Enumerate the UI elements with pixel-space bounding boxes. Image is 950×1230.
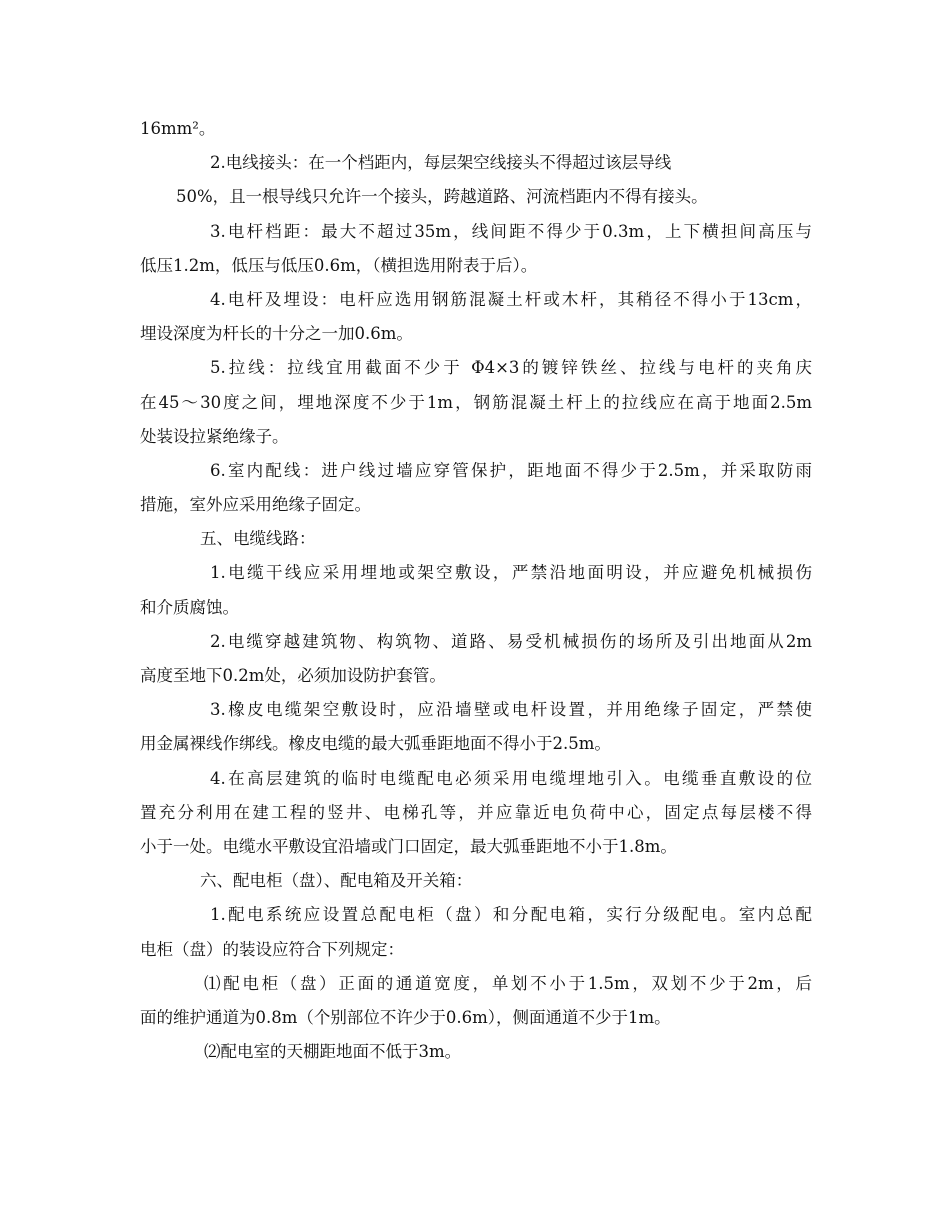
text-line: 5.拉线：拉线宜用截面不少于 Φ4×3的镀锌铁丝、拉线与电杆的夹角庆 bbox=[210, 358, 812, 378]
text-line: 6.室内配线：进户线过墙应穿管保护，距地面不得少于2.5m，并采取防雨 bbox=[210, 460, 812, 480]
text-line: 4.电杆及埋设：电杆应选用钢筋混凝土杆或木杆，其稍径不得小于13cm， bbox=[210, 289, 812, 309]
text-line: 面的维护通道为0.8m（个别部位不许少于0.6m），侧面通道不少于1m。 bbox=[140, 1007, 671, 1027]
text-line: 和介质腐蚀。 bbox=[140, 597, 239, 617]
text-line: 措施，室外应采用绝缘子固定。 bbox=[140, 495, 371, 515]
text-line: 电柜（盘）的装设应符合下列规定： bbox=[140, 939, 404, 959]
text-line: 16mm²。 bbox=[140, 119, 216, 138]
text-line: 置充分利用在建工程的竖井、电梯孔等，并应靠近电负荷中心，固定点每层楼不得 bbox=[140, 802, 812, 822]
text-line: 1.配电系统应设置总配电柜（盘）和分配电箱，实行分级配电。室内总配 bbox=[210, 905, 812, 925]
text-line: 3.橡皮电缆架空敷设时，应沿墙壁或电杆设置，并用绝缘子固定，严禁使 bbox=[210, 700, 812, 720]
text-line: ⑴配电柜（盘）正面的通道宽度，单划不小于1.5m，双划不少于2m，后 bbox=[204, 973, 812, 993]
text-line: 埋设深度为杆长的十分之一加0.6m。 bbox=[140, 324, 413, 344]
text-line: ⑵配电室的天棚距地面不低于3m。 bbox=[204, 1042, 462, 1062]
text-line: 2.电线接头：在一个档距内，每层架空线接头不得超过该层导线 bbox=[210, 153, 672, 173]
text-line: 处装设拉紧绝缘子。 bbox=[140, 426, 289, 446]
text-line: 低压1.2m，低压与低压0.6m，（横担选用附表于后）。 bbox=[140, 255, 538, 275]
text-line: 3.电杆档距：最大不超过35m，线间距不得少于0.3m，上下横担间高压与 bbox=[210, 221, 812, 241]
section-heading: 五、电缆线路： bbox=[200, 529, 316, 549]
section-heading: 六、配电柜（盘）、配电箱及开关箱： bbox=[200, 871, 473, 891]
text-line: 2.电缆穿越建筑物、构筑物、道路、易受机械损伤的场所及引出地面从2m bbox=[210, 631, 812, 651]
text-line: 小于一处。电缆水平敷设宜沿墙或门口固定，最大弧垂距地不小于1.8m。 bbox=[140, 836, 677, 856]
text-line: 高度至地下0.2m处，必须加设防护套管。 bbox=[140, 666, 446, 685]
text-line: 在45～30度之间，埋地深度不少于1m，钢筋混凝土杆上的拉线应在高于地面2.5m bbox=[140, 392, 812, 412]
text-line: 4.在高层建筑的临时电缆配电必须采用电缆埋地引入。电缆垂直敷设的位 bbox=[210, 768, 812, 788]
text-line: 1.电缆干线应采用埋地或架空敷设，严禁沿地面明设，并应避免机械损伤 bbox=[210, 563, 812, 583]
text-line: 用金属裸线作绑线。橡皮电缆的最大弧垂距地面不得小于2.5m。 bbox=[140, 734, 611, 754]
document-body bbox=[140, 112, 812, 1069]
text-line: 50%，且一根导线只允许一个接头，跨越道路、河流档距内不得有接头。 bbox=[176, 187, 708, 207]
